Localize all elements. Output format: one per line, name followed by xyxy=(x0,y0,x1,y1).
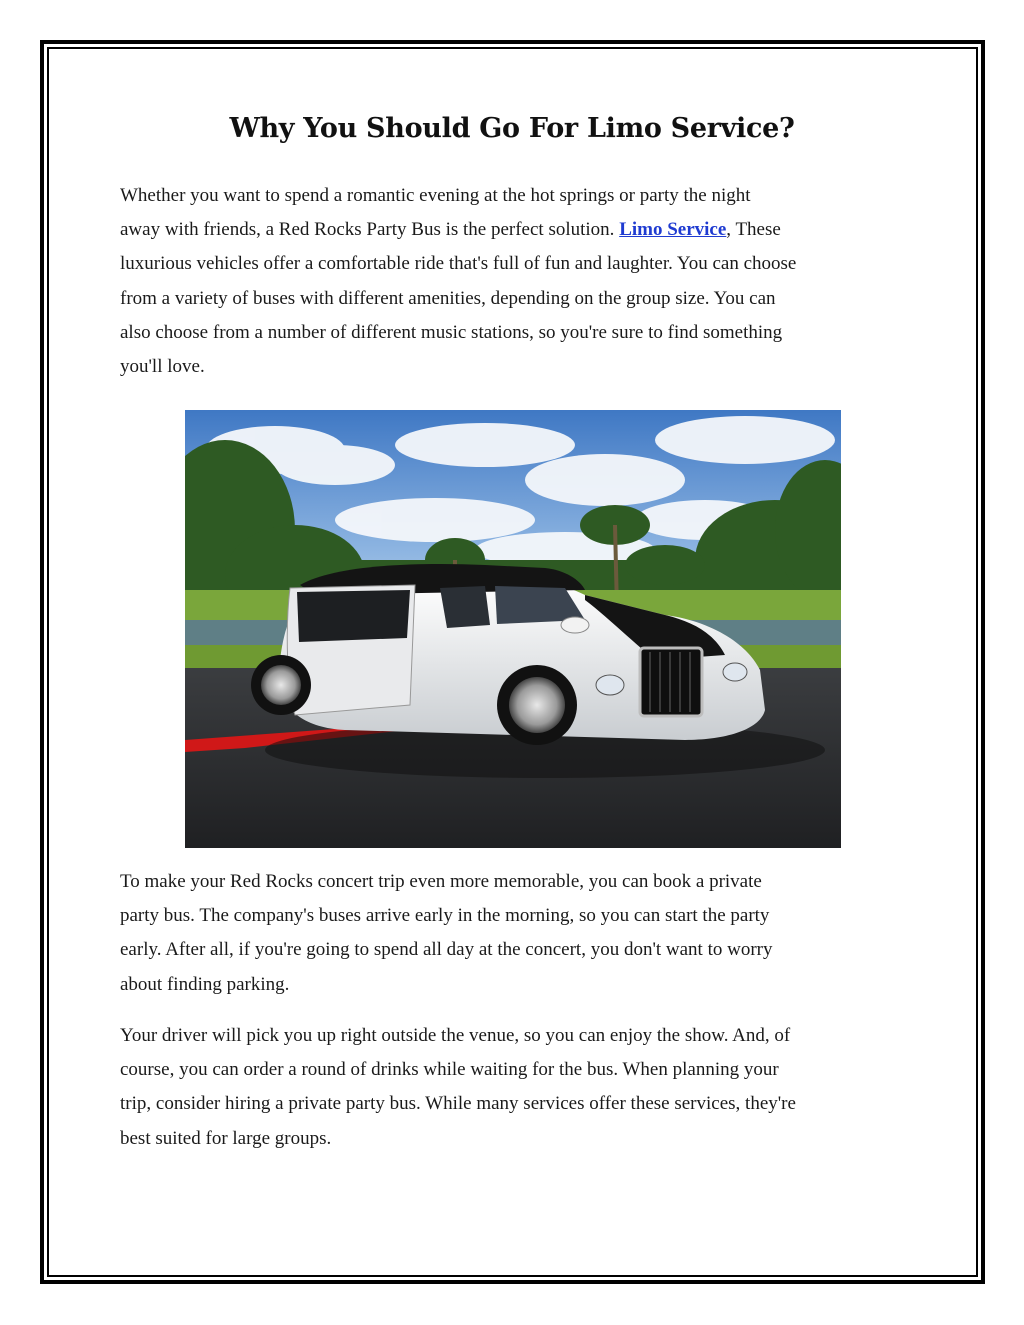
paragraph-line: luxurious vehicles offer a comfortable ride that's full of fun and laughter. You can choose xyxy=(120,253,797,275)
paragraph-concert-trip xyxy=(120,865,910,1002)
paragraph-text: away with friends, a Red Rocks Party Bus is the perfect solution. xyxy=(120,219,620,241)
paragraph-intro xyxy=(120,179,910,384)
paragraph-line: also choose from a number of different music stations, so you're sure to find something xyxy=(120,321,783,343)
paragraph-line: party bus. The company's buses arrive early in the morning, so you can start the party xyxy=(120,905,770,927)
paragraph-line: from a variety of buses with different amenities, depending on the group size. You can xyxy=(120,287,776,309)
limousine-photo xyxy=(185,410,841,848)
paragraph-line: trip, consider hiring a private party bus. While many services offer these services, they're xyxy=(120,1093,796,1115)
paragraph-line: about finding parking. xyxy=(120,973,290,995)
paragraph-line-with-link xyxy=(120,213,910,247)
paragraph-line: Whether you want to spend a romantic evening at the hot springs or party the night xyxy=(120,185,751,206)
paragraph-line: you'll love. xyxy=(120,356,205,378)
limo-service-link[interactable]: Limo Service xyxy=(619,219,727,241)
paragraph-driver-pickup xyxy=(120,1019,910,1156)
paragraph-text: , These xyxy=(726,219,781,241)
paragraph-line: Your driver will pick you up right outside the venue, so you can enjoy the show. And, of xyxy=(120,1025,791,1046)
paragraph-line: early. After all, if you're going to spend all day at the concert, you don't want to worry xyxy=(120,939,773,961)
paragraph-line: best suited for large groups. xyxy=(120,1127,332,1149)
paragraph-line: To make your Red Rocks concert trip even more memorable, you can book a private xyxy=(120,871,762,892)
paragraph-line: course, you can order a round of drinks while waiting for the bus. When planning your xyxy=(120,1059,779,1081)
page-title: Why You Should Go For Limo Service? xyxy=(229,113,795,144)
